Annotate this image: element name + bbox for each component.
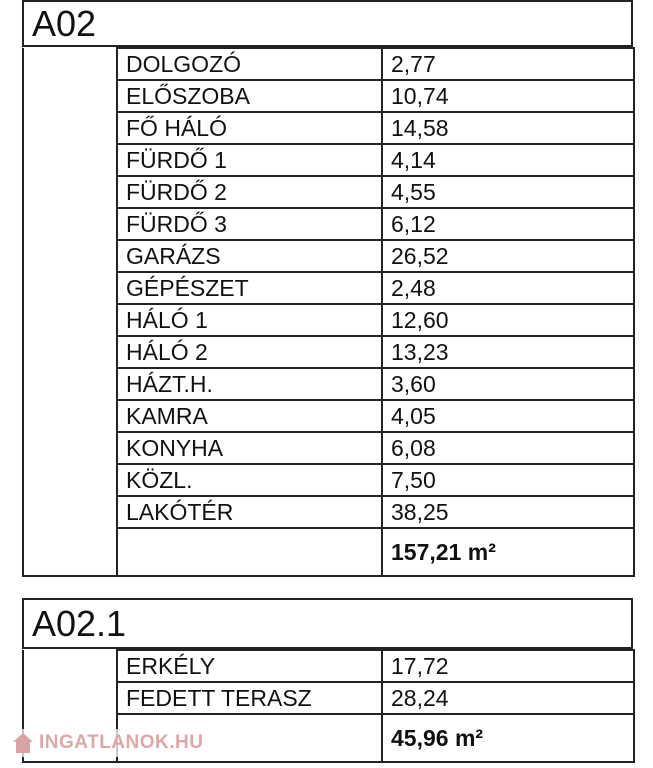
indent-cell xyxy=(23,432,117,464)
indent-cell xyxy=(23,304,117,336)
room-name: FŐ HÁLÓ xyxy=(117,112,382,144)
room-name: GÉPÉSZET xyxy=(117,272,382,304)
table-row xyxy=(23,112,634,144)
indent-cell xyxy=(23,528,117,576)
area-schedule xyxy=(22,0,633,768)
room-name: HÁZT.H. xyxy=(117,368,382,400)
room-area: 13,23 xyxy=(382,336,634,368)
room-area: 6,12 xyxy=(382,208,634,240)
total-area: 45,96 m² xyxy=(382,714,634,762)
watermark-text: INGATLANOK.HU xyxy=(39,732,204,753)
room-area: 28,24 xyxy=(382,682,634,714)
indent-cell xyxy=(23,682,117,714)
room-area: 6,08 xyxy=(382,432,634,464)
table-row xyxy=(23,208,634,240)
indent-cell xyxy=(23,496,117,528)
room-table xyxy=(22,47,635,577)
room-area: 4,55 xyxy=(382,176,634,208)
table-row xyxy=(23,336,634,368)
room-area: 4,05 xyxy=(382,400,634,432)
table-row xyxy=(23,80,634,112)
room-name: KÖZL. xyxy=(117,464,382,496)
indent-cell xyxy=(23,336,117,368)
table-row xyxy=(23,650,634,682)
room-area: 3,60 xyxy=(382,368,634,400)
room-area: 10,74 xyxy=(382,80,634,112)
section-title: A02 xyxy=(22,0,633,47)
indent-cell xyxy=(23,80,117,112)
room-area: 12,60 xyxy=(382,304,634,336)
room-area: 38,25 xyxy=(382,496,634,528)
room-name: LAKÓTÉR xyxy=(117,496,382,528)
room-area: 26,52 xyxy=(382,240,634,272)
room-name: FÜRDŐ 1 xyxy=(117,144,382,176)
table-row xyxy=(23,144,634,176)
room-area: 17,72 xyxy=(382,650,634,682)
indent-cell xyxy=(23,400,117,432)
indent-cell xyxy=(23,208,117,240)
total-label-cell xyxy=(117,528,382,576)
table-row xyxy=(23,496,634,528)
table-row xyxy=(23,304,634,336)
room-name: DOLGOZÓ xyxy=(117,48,382,80)
room-area: 2,77 xyxy=(382,48,634,80)
indent-cell xyxy=(23,650,117,682)
room-name: GARÁZS xyxy=(117,240,382,272)
indent-cell xyxy=(23,144,117,176)
room-area: 7,50 xyxy=(382,464,634,496)
room-name: FÜRDŐ 2 xyxy=(117,176,382,208)
room-name: HÁLÓ 2 xyxy=(117,336,382,368)
indent-cell xyxy=(23,48,117,80)
table-row xyxy=(23,272,634,304)
table-row xyxy=(23,368,634,400)
section-title: A02.1 xyxy=(22,598,633,649)
table-row xyxy=(23,682,634,714)
indent-cell xyxy=(23,464,117,496)
table-row xyxy=(23,176,634,208)
room-name: HÁLÓ 1 xyxy=(117,304,382,336)
indent-cell xyxy=(23,272,117,304)
room-name: FÜRDŐ 3 xyxy=(117,208,382,240)
watermark xyxy=(8,729,209,757)
table-row xyxy=(23,400,634,432)
room-name: ERKÉLY xyxy=(117,650,382,682)
indent-cell xyxy=(23,368,117,400)
table-row xyxy=(23,240,634,272)
room-name: ELŐSZOBA xyxy=(117,80,382,112)
indent-cell xyxy=(23,240,117,272)
table-row xyxy=(23,464,634,496)
indent-cell xyxy=(23,176,117,208)
room-name: KAMRA xyxy=(117,400,382,432)
room-name: KONYHA xyxy=(117,432,382,464)
room-area: 4,14 xyxy=(382,144,634,176)
total-area: 157,21 m² xyxy=(382,528,634,576)
indent-cell xyxy=(23,112,117,144)
room-area: 14,58 xyxy=(382,112,634,144)
room-area: 2,48 xyxy=(382,272,634,304)
house-icon xyxy=(12,733,34,753)
table-row xyxy=(23,48,634,80)
table-row xyxy=(23,432,634,464)
total-row xyxy=(23,528,634,576)
room-name: FEDETT TERASZ xyxy=(117,682,382,714)
